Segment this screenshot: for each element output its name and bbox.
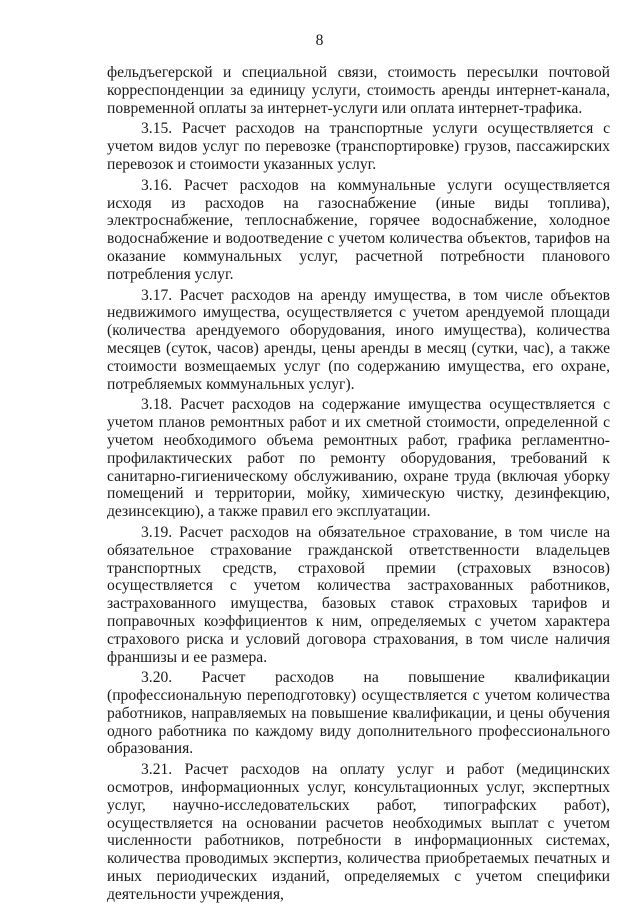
paragraph-3-16: 3.16. Расчет расходов на коммунальные услуги осуществляется исходя из расходов на газоснабжение (иные виды топлива), электроснабжение, теплоснабжение, горячее водоснабжение, холодное водоснабжение и водоотведение с учетом количества объектов, тарифов на оказание коммунальных услуг, расчетной потребности планового потребления услуг.	[107, 176, 610, 283]
document-body	[107, 64, 610, 904]
paragraph-3-15: 3.15. Расчет расходов на транспортные услуги осуществляется с учетом видов услуг по перевозке (транспортировке) грузов, пассажирских перевозок и стоимости указанных услуг.	[107, 120, 610, 173]
paragraph-continuation: фельдъегерской и специальной связи, стоимость пересылки почтовой корреспонденции за единицу услуги, стоимость аренды интернет-канала, повременной оплаты за интернет-услуги или оплата интернет-трафика.	[107, 64, 610, 117]
paragraph-3-18: 3.18. Расчет расходов на содержание имущества осуществляется с учетом планов ремонтных работ и их сметной стоимости, определенной с учетом необходимого объема ремонтных работ, графика регламентно-профилактических работ по ремонту оборудования, требований к санитарно-гигиеническому обслуживанию, охране труда (включая уборку помещений и территории, мойку, химическую чистку, дезинфекцию, дезинсекцию), а также правил его эксплуатации.	[107, 396, 610, 521]
page-number: 8	[315, 32, 324, 49]
paragraph-3-19: 3.19. Расчет расходов на обязательное страхование, в том числе на обязательное страхование гражданской ответственности владельцев транспортных средств, страховой премии (страховых взносов) осуществляется с учетом количества застрахованных работников, застрахованного имущества, базовых ставок страховых тарифов и поправочных коэффициентов к ним, определяемых с учетом характера страхового риска и условий договора страхования, в том числе наличия франшизы и ее размера.	[107, 523, 610, 666]
paragraph-3-17: 3.17. Расчет расходов на аренду имущества, в том числе объектов недвижимого имущества, осуществляется с учетом арендуемой площади (количества арендуемого оборудования, иного имущества), количества месяцев (суток, часов) аренды, цены аренды в месяц (сутки, час), а также стоимости возмещаемых услуг (по содержанию имущества, его охране, потребляемых коммунальных услуг).	[107, 286, 610, 393]
paragraph-3-21: 3.21. Расчет расходов на оплату услуг и работ (медицинских осмотров, информационных услуг, консультационных услуг, экспертных услуг, научно-исследовательских работ, типографских работ), осуществляется на основании расчетов необходимых выплат с учетом численности работников, потребности в информационных системах, количества проводимых экспертиз, количества приобретаемых печатных и иных периодических изданий, определяемых с учетом специфики деятельности учреждения,	[107, 761, 610, 903]
paragraph-3-20: 3.20. Расчет расходов на повышение квалификации (профессиональную переподготовку) осуществляется с учетом количества работников, направляемых на повышение квалификации, и цены обучения одного работника по каждому виду дополнительного профессионального образования.	[107, 669, 610, 758]
